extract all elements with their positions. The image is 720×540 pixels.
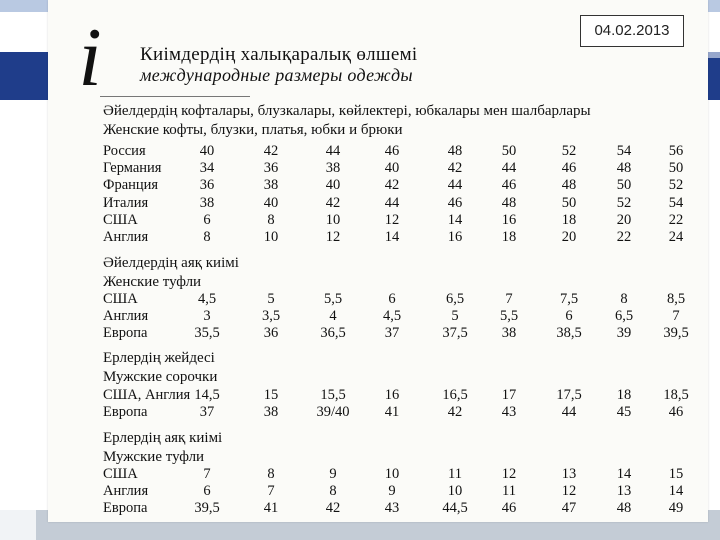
table-cell: 7	[505, 291, 513, 307]
row-label: Германия	[103, 160, 162, 176]
table-cell: 46	[384, 143, 400, 159]
row-label: Англия	[103, 308, 149, 324]
table-cell: 16,5	[442, 387, 468, 403]
info-icon: i	[78, 11, 102, 104]
table-cell: 49	[668, 500, 684, 516]
section-heading-kz: Ерлердің аяқ киімі	[103, 430, 223, 446]
table-cell: 40	[199, 143, 215, 159]
table-cell: 38	[325, 160, 341, 176]
table-cell: 6	[203, 212, 211, 228]
section-heading-ru: Женские туфли	[103, 274, 202, 290]
table-cell: 45	[616, 404, 632, 420]
table-cell: 39,5	[663, 325, 689, 341]
title-underline	[100, 96, 250, 97]
section-heading-ru: Женские кофты, блузки, платья, юбки и брюки	[103, 122, 403, 138]
table-cell: 17	[501, 387, 517, 403]
table-cell: 13	[616, 483, 632, 499]
table-cell: 38,5	[556, 325, 582, 341]
table-cell: 52	[668, 177, 684, 193]
table-cell: 3,5	[261, 308, 281, 324]
table-cell: 16	[447, 229, 463, 245]
table-cell: 6,5	[445, 291, 465, 307]
table-row	[103, 387, 703, 405]
row-label: Европа	[103, 325, 148, 341]
table-cell: 40	[263, 195, 279, 211]
table-cell: 17,5	[556, 387, 582, 403]
table-cell: 36	[263, 325, 279, 341]
table-cell: 39	[616, 325, 632, 341]
table-cell: 6	[203, 483, 211, 499]
table-cell: 5	[267, 291, 275, 307]
table-cell: 18,5	[663, 387, 689, 403]
table-cell: 22	[668, 212, 684, 228]
row-label: США	[103, 291, 138, 307]
row-label: Италия	[103, 195, 149, 211]
table-cell: 42	[447, 404, 463, 420]
table-cell: 18	[616, 387, 632, 403]
table-cell: 56	[668, 143, 684, 159]
table-row	[103, 195, 703, 213]
table-row	[103, 212, 703, 230]
table-row	[103, 500, 703, 518]
table-cell: 38	[501, 325, 517, 341]
table-cell: 14,5	[194, 387, 220, 403]
table-cell: 40	[384, 160, 400, 176]
section-heading-ru: Мужские туфли	[103, 449, 205, 465]
table-cell: 43	[384, 500, 400, 516]
table-cell: 11	[448, 466, 462, 482]
slide-footer-corner	[0, 510, 36, 540]
table-cell: 8	[267, 212, 275, 228]
table-cell: 36	[199, 177, 215, 193]
table-cell: 37,5	[442, 325, 468, 341]
table-cell: 35,5	[194, 325, 220, 341]
table-cell: 40	[325, 177, 341, 193]
table-cell: 54	[616, 143, 632, 159]
page-title-ru: международные размеры одежды	[140, 65, 413, 85]
table-cell: 8	[329, 483, 337, 499]
table-cell: 15	[668, 466, 684, 482]
table-cell: 7	[672, 308, 680, 324]
row-label: Европа	[103, 500, 148, 516]
table-cell: 9	[329, 466, 337, 482]
table-cell: 12	[501, 466, 517, 482]
table-row	[103, 308, 703, 326]
table-cell: 6	[565, 308, 573, 324]
date-label: 04.02.2013	[580, 15, 684, 47]
table-cell: 5	[451, 308, 459, 324]
table-cell: 37	[384, 325, 400, 341]
table-cell: 14	[668, 483, 684, 499]
section-heading-kz: Ерлердің жейдесі	[103, 350, 215, 366]
table-cell: 42	[384, 177, 400, 193]
table-cell: 12	[325, 229, 341, 245]
table-cell: 22	[616, 229, 632, 245]
table-cell: 14	[384, 229, 400, 245]
table-cell: 14	[616, 466, 632, 482]
table-cell: 11	[502, 483, 516, 499]
table-cell: 46	[561, 160, 577, 176]
table-cell: 14	[447, 212, 463, 228]
table-cell: 54	[668, 195, 684, 211]
table-cell: 6	[388, 291, 396, 307]
section-heading-ru: Мужские сорочки	[103, 369, 218, 385]
table-cell: 7,5	[559, 291, 579, 307]
table-cell: 50	[668, 160, 684, 176]
table-cell: 10	[384, 466, 400, 482]
section-heading-kz: Әйелдердің кофталары, блузкалары, көйлектері, юбкалары мен шалбарлары	[103, 103, 591, 119]
table-cell: 8,5	[666, 291, 686, 307]
row-label: Франция	[103, 177, 159, 193]
table-cell: 44	[325, 143, 341, 159]
table-row	[103, 177, 703, 195]
table-cell: 13	[561, 466, 577, 482]
table-cell: 3	[203, 308, 211, 324]
table-cell: 39/40	[316, 404, 350, 420]
table-cell: 38	[263, 404, 279, 420]
table-cell: 7	[267, 483, 275, 499]
table-cell: 50	[501, 143, 517, 159]
table-cell: 43	[501, 404, 517, 420]
table-cell: 46	[447, 195, 463, 211]
table-row	[103, 143, 703, 161]
table-row	[103, 404, 703, 422]
table-cell: 8	[203, 229, 211, 245]
table-cell: 44,5	[442, 500, 468, 516]
row-label: США	[103, 466, 138, 482]
table-cell: 46	[501, 500, 517, 516]
row-label: США, Англия	[103, 387, 191, 403]
table-cell: 38	[199, 195, 215, 211]
table-cell: 7	[203, 466, 211, 482]
table-cell: 50	[561, 195, 577, 211]
table-cell: 12	[384, 212, 400, 228]
table-cell: 44	[384, 195, 400, 211]
table-row	[103, 466, 703, 484]
row-label: США	[103, 212, 138, 228]
table-cell: 4	[329, 308, 337, 324]
row-label: Россия	[103, 143, 146, 159]
table-cell: 44	[501, 160, 517, 176]
row-label: Англия	[103, 483, 149, 499]
table-cell: 39,5	[194, 500, 220, 516]
table-cell: 41	[384, 404, 400, 420]
page-title-kz: Киімдердің халықаралық өлшемі	[140, 44, 418, 65]
table-cell: 44	[447, 177, 463, 193]
table-cell: 46	[668, 404, 684, 420]
table-cell: 47	[561, 500, 577, 516]
table-cell: 34	[199, 160, 215, 176]
table-cell: 48	[616, 500, 632, 516]
table-cell: 48	[561, 177, 577, 193]
table-cell: 20	[616, 212, 632, 228]
table-row	[103, 291, 703, 309]
table-cell: 5,5	[323, 291, 343, 307]
table-cell: 42	[447, 160, 463, 176]
table-cell: 10	[447, 483, 463, 499]
table-cell: 8	[267, 466, 275, 482]
table-cell: 4,5	[382, 308, 402, 324]
table-cell: 16	[384, 387, 400, 403]
table-cell: 46	[501, 177, 517, 193]
table-cell: 48	[616, 160, 632, 176]
table-cell: 48	[447, 143, 463, 159]
table-row	[103, 325, 703, 343]
table-cell: 6,5	[614, 308, 634, 324]
table-cell: 12	[561, 483, 577, 499]
table-cell: 4,5	[197, 291, 217, 307]
row-label: Англия	[103, 229, 149, 245]
table-cell: 15	[263, 387, 279, 403]
table-cell: 8	[620, 291, 628, 307]
table-cell: 16	[501, 212, 517, 228]
row-label: Европа	[103, 404, 148, 420]
table-cell: 10	[325, 212, 341, 228]
table-cell: 20	[561, 229, 577, 245]
table-cell: 42	[325, 195, 341, 211]
table-cell: 24	[668, 229, 684, 245]
table-row	[103, 229, 703, 247]
table-cell: 37	[199, 404, 215, 420]
table-cell: 52	[616, 195, 632, 211]
table-row	[103, 483, 703, 501]
table-cell: 10	[263, 229, 279, 245]
table-cell: 44	[561, 404, 577, 420]
table-cell: 41	[263, 500, 279, 516]
table-cell: 50	[616, 177, 632, 193]
table-cell: 38	[263, 177, 279, 193]
table-cell: 48	[501, 195, 517, 211]
table-cell: 42	[263, 143, 279, 159]
table-cell: 18	[561, 212, 577, 228]
table-cell: 18	[501, 229, 517, 245]
table-cell: 52	[561, 143, 577, 159]
table-cell: 42	[325, 500, 341, 516]
table-cell: 15,5	[320, 387, 346, 403]
table-cell: 36	[263, 160, 279, 176]
table-row	[103, 160, 703, 178]
table-cell: 9	[388, 483, 396, 499]
table-cell: 5,5	[499, 308, 519, 324]
table-cell: 36,5	[320, 325, 346, 341]
section-heading-kz: Әйелдердің аяқ киімі	[103, 255, 239, 271]
